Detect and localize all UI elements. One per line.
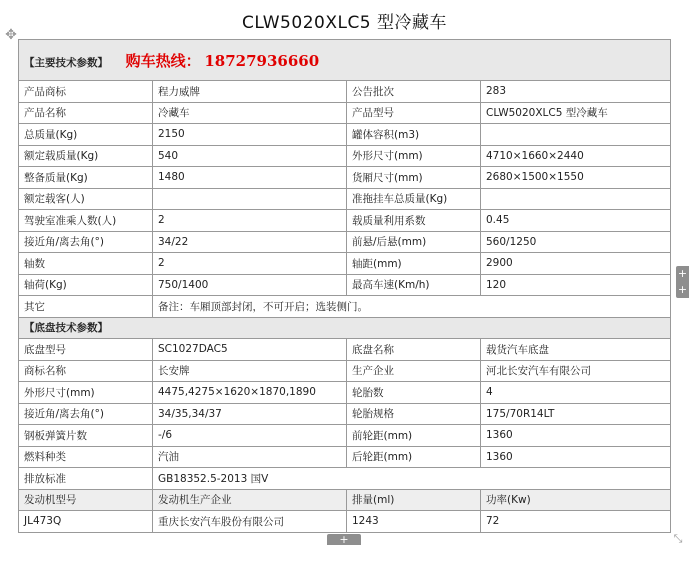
chassis-section-label: 【底盘技术参数】 [19,317,671,339]
field-value: CLW5020XLC5 型冷藏车 [481,102,671,124]
field-value: 560/1250 [481,231,671,253]
field-value: 175/70R14LT [481,403,671,425]
field-label: 额定载质量(Kg) [19,145,153,167]
chassis-row [19,339,671,361]
field-value: 4 [481,382,671,404]
other-value: 备注：车厢顶部封闭，不可开启；选装侧门。 [153,296,671,318]
engine-cell: 1243 [347,511,481,533]
field-label: 轴荷(Kg) [19,274,153,296]
other-row [19,296,671,318]
other-label: 其它 [19,296,153,318]
engine-cell: 重庆长安汽车股份有限公司 [153,511,347,533]
field-value: 2 [153,253,347,275]
hotline-number[interactable]: 18727936660 [204,51,320,70]
chassis-row [19,425,671,447]
field-value: 1480 [153,167,347,189]
main-section-cell [19,40,671,81]
field-value: 汽油 [153,446,347,468]
plus-icon: + [677,283,688,296]
engine-header-cell: 发动机型号 [19,489,153,511]
field-value: 2150 [153,124,347,146]
plus-icon: + [339,533,349,546]
spec-row [19,145,671,167]
field-value: 1360 [481,425,671,447]
field-value: 长安牌 [153,360,347,382]
field-label: 轮胎数 [347,382,481,404]
field-label: 产品名称 [19,102,153,124]
spec-row [19,124,671,146]
field-value: 34/35,34/37 [153,403,347,425]
field-value: 2 [153,210,347,232]
field-value: 1360 [481,446,671,468]
field-label: 底盘型号 [19,339,153,361]
field-value: 2900 [481,253,671,275]
field-label: 钢板弹簧片数 [19,425,153,447]
field-label: 公告批次 [347,81,481,103]
field-label: 燃料种类 [19,446,153,468]
engine-cell: JL473Q [19,511,153,533]
field-label: 接近角/离去角(°) [19,403,153,425]
engine-header-cell: 功率(Kw) [481,489,671,511]
field-value: 0.45 [481,210,671,232]
field-value: 冷藏车 [153,102,347,124]
field-value: 750/1400 [153,274,347,296]
resize-grip-icon[interactable]: ⤡ [673,532,683,545]
main-rows [19,81,671,296]
field-label: 产品商标 [19,81,153,103]
field-value: 283 [481,81,671,103]
emission-row [19,468,671,490]
field-label: 整备质量(Kg) [19,167,153,189]
field-label: 轮胎规格 [347,403,481,425]
field-label: 货厢尺寸(mm) [347,167,481,189]
spec-row [19,231,671,253]
field-label: 驾驶室准乘人数(人) [19,210,153,232]
spec-row [19,274,671,296]
engine-header-row [19,489,671,511]
field-label: 罐体容积(m3) [347,124,481,146]
field-label: 最高车速(Km/h) [347,274,481,296]
spec-row [19,253,671,275]
field-value: 2680×1500×1550 [481,167,671,189]
field-value: 34/22 [153,231,347,253]
side-expand-button[interactable] [676,266,689,298]
field-value [153,188,347,210]
bottom-expand-button[interactable] [327,534,361,545]
field-value [481,188,671,210]
spec-row [19,81,671,103]
field-label: 额定载客(人) [19,188,153,210]
spec-table [18,39,671,533]
main-section-header [19,40,671,81]
chassis-row [19,360,671,382]
field-value: SC1027DAC5 [153,339,347,361]
field-label: 前悬/后悬(mm) [347,231,481,253]
spec-row [19,210,671,232]
chassis-row [19,382,671,404]
field-label: 前轮距(mm) [347,425,481,447]
field-label: 准拖挂车总质量(Kg) [347,188,481,210]
chassis-row [19,446,671,468]
engine-header-cell: 发动机生产企业 [153,489,347,511]
field-label: 外形尺寸(mm) [347,145,481,167]
field-label: 产品型号 [347,102,481,124]
field-label: 生产企业 [347,360,481,382]
field-value: 540 [153,145,347,167]
field-label: 后轮距(mm) [347,446,481,468]
field-label: 载质量利用系数 [347,210,481,232]
plus-icon: + [677,267,688,280]
field-value: 120 [481,274,671,296]
field-label: 外形尺寸(mm) [19,382,153,404]
emission-label: 排放标准 [19,468,153,490]
engine-row [19,511,671,533]
engine-header-cell: 排量(ml) [347,489,481,511]
field-label: 轴距(mm) [347,253,481,275]
field-label: 轴数 [19,253,153,275]
spec-row [19,102,671,124]
hotline-label: 购车热线： [125,51,201,70]
spec-row [19,167,671,189]
field-value: 4475,4275×1620×1870,1890 [153,382,347,404]
field-label: 商标名称 [19,360,153,382]
field-label: 底盘名称 [347,339,481,361]
field-value: 载货汽车底盘 [481,339,671,361]
page-title: CLW5020XLC5 型冷藏车 [241,13,448,33]
chassis-row [19,403,671,425]
field-label: 接近角/离去角(°) [19,231,153,253]
chassis-section-header [19,317,671,339]
emission-value: GB18352.5-2013 国V [153,468,671,490]
field-label: 总质量(Kg) [19,124,153,146]
field-value: 4710×1660×2440 [481,145,671,167]
engine-cell: 72 [481,511,671,533]
main-section-label: 【主要技术参数】 [24,56,108,69]
move-icon[interactable]: ✥ [5,27,17,43]
field-value: 程力威牌 [153,81,347,103]
field-value: -/6 [153,425,347,447]
chassis-rows [19,339,671,468]
field-value [481,124,671,146]
spec-row [19,188,671,210]
field-value: 河北长安汽车有限公司 [481,360,671,382]
